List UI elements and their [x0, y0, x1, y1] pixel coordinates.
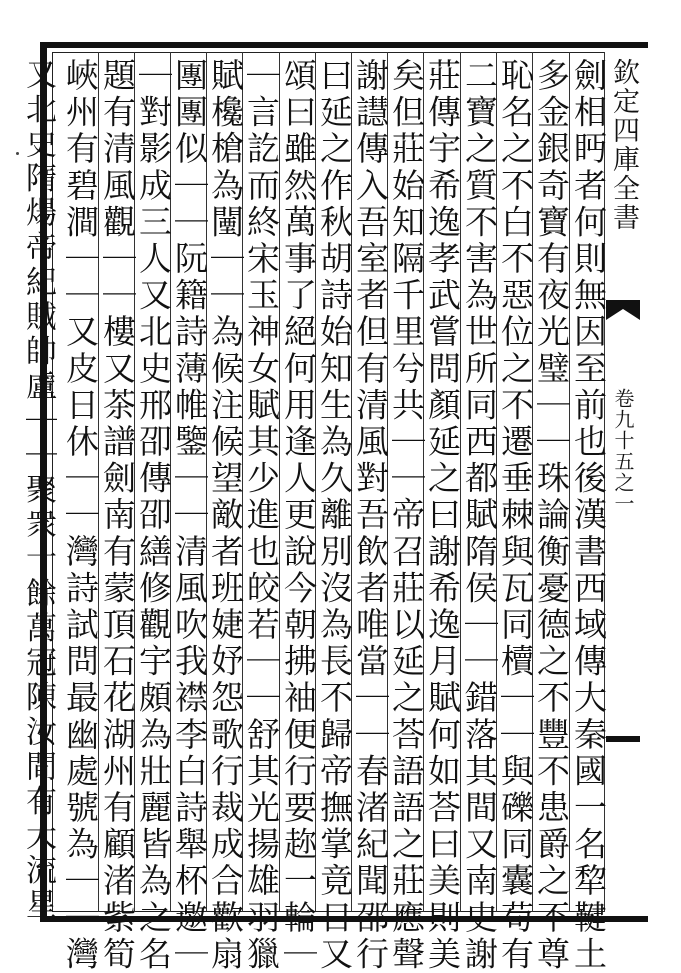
fish-tail-mark-lower [606, 736, 640, 742]
text-column-8: 曰延之作秋胡詩始知生為久離別沒為長不歸帝撫掌竟日又 [315, 58, 354, 973]
margin-book-title: 欽定四庫全書 [608, 58, 639, 232]
text-column-3: 恥名之不白不惡位之不遷垂棘與瓦同櫝｜｜與礫同囊苟有 [496, 58, 535, 973]
text-column-6: 矣但莊始知隔千里兮共｜｜帝召莊以延之荅語語之莊應聲 [387, 58, 426, 973]
text-column-10: ｜言訖而終宋玉神女賦其少進也皎若｜｜舒其光揚雄羽獵 [242, 58, 281, 973]
margin-juan-number: 卷九十五之一 [611, 388, 635, 514]
text-column-15: 峽州有碧澗｜｜又皮日休｜｜灣詩試問最幽處號為｜｜灣 [61, 58, 100, 973]
text-column-2: 多金銀奇寶有夜光璧｜｜珠論衡憂德之不豐不患爵之不尊 [532, 58, 571, 973]
text-column-9: 頌曰雖然萬事了絕何用逢人更說今朝拂袖便行要趂一輪｜ [279, 58, 318, 973]
ink-speck [16, 152, 19, 155]
text-column-12: 團團似｜｜阮籍詩薄帷鑒｜｜清風吹我襟李白詩舉杯邀｜ [170, 58, 209, 973]
text-column-1: 劍相眄者何則無因至前也後漢書西域傳大秦國一名犂鞬土 [569, 58, 608, 973]
text-column-4: 二寶之質不害為世所同西都賦隋侯｜｜錯落其間又南史謝 [460, 58, 499, 973]
text-column-11: 賦欃槍為闉｜｜為候注候望敵者班婕妤怨歌行裁成合歡扇 [206, 58, 245, 973]
text-column-5: 莊傳宇希逸孝武嘗問顏延之曰謝希逸月賦何如荅曰美則美 [423, 58, 462, 973]
text-column-13: ｜對影成三人又北史邢卲傳卲繕修觀宇頗為壯麗皆為之名 [134, 58, 173, 973]
text-column-14: 題有清風觀｜｜樓又茶譜劍南有蒙頂石花湖州有顧渚紫筍 [98, 58, 137, 973]
text-column-7: 謝譿傳入吾室者但有清風對吾飲者唯當｜｜春渚紀聞邵行 [351, 58, 390, 973]
text-column-16: 又北史隋煬帝紀賊帥盧｜｜聚衆十餘萬冠陳汝間有大流星 [20, 58, 56, 923]
